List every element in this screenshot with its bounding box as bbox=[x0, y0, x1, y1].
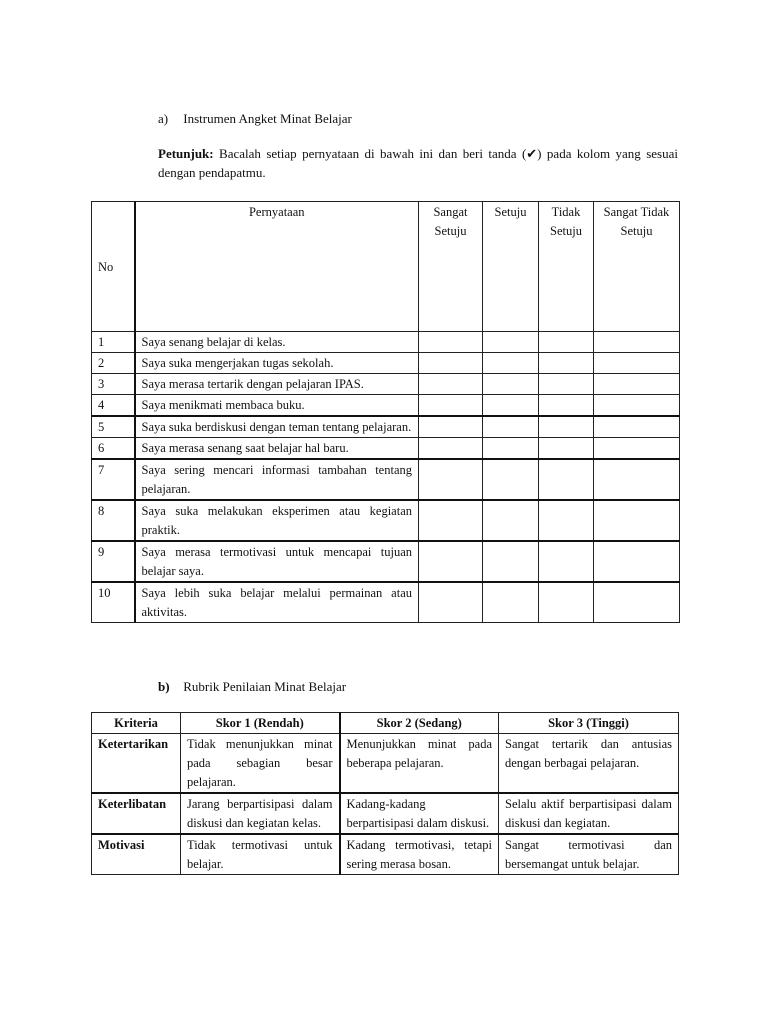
statement-cell: Saya suka berdiskusi dengan teman tentang pelajaran. bbox=[135, 416, 419, 438]
answer-cell-disagree[interactable] bbox=[539, 541, 594, 582]
criteria-cell: Keterlibatan bbox=[92, 793, 181, 834]
answer-cell-strongly-disagree[interactable] bbox=[594, 374, 680, 395]
header-no: No bbox=[92, 202, 135, 332]
header-statement: Pernyataan bbox=[135, 202, 419, 332]
header-agree: Setuju bbox=[483, 202, 539, 332]
section-b-title: Rubrik Penilaian Minat Belajar bbox=[183, 679, 347, 694]
row-number: 5 bbox=[92, 416, 135, 438]
rubric-score2-cell: Kadang-kadang berpartisipasi dalam diskusi. bbox=[340, 793, 499, 834]
answer-cell-agree[interactable] bbox=[483, 582, 539, 623]
survey-row bbox=[92, 459, 680, 500]
answer-cell-strongly-disagree[interactable] bbox=[594, 395, 680, 417]
row-number: 10 bbox=[92, 582, 135, 623]
answer-cell-strongly-agree[interactable] bbox=[419, 353, 483, 374]
header-strongly-agree: Sangat Setuju bbox=[419, 202, 483, 332]
answer-cell-strongly-agree[interactable] bbox=[419, 374, 483, 395]
answer-cell-strongly-agree[interactable] bbox=[419, 541, 483, 582]
rubric-score3-cell: Sangat termotivasi dan bersemangat untuk belajar. bbox=[499, 834, 679, 875]
rubric-score3-cell: Selalu aktif berpartisipasi dalam diskusi dan kegiatan. bbox=[499, 793, 679, 834]
row-number: 2 bbox=[92, 353, 135, 374]
row-number: 1 bbox=[92, 332, 135, 353]
rubric-header-row bbox=[92, 713, 679, 734]
statement-cell: Saya senang belajar di kelas. bbox=[135, 332, 419, 353]
rubric-row bbox=[92, 793, 679, 834]
answer-cell-disagree[interactable] bbox=[539, 438, 594, 460]
survey-row bbox=[92, 374, 680, 395]
row-number: 4 bbox=[92, 395, 135, 417]
answer-cell-agree[interactable] bbox=[483, 438, 539, 460]
statement-cell: Saya merasa senang saat belajar hal baru. bbox=[135, 438, 419, 460]
row-number: 7 bbox=[92, 459, 135, 500]
answer-cell-strongly-disagree[interactable] bbox=[594, 500, 680, 541]
rubric-score3-cell: Sangat tertarik dan antusias dengan berbagai pelajaran. bbox=[499, 734, 679, 794]
header-disagree: Tidak Setuju bbox=[539, 202, 594, 332]
survey-row bbox=[92, 332, 680, 353]
answer-cell-disagree[interactable] bbox=[539, 353, 594, 374]
answer-cell-disagree[interactable] bbox=[539, 395, 594, 417]
answer-cell-disagree[interactable] bbox=[539, 374, 594, 395]
statement-cell: Saya merasa tertarik dengan pelajaran IPAS. bbox=[135, 374, 419, 395]
answer-cell-agree[interactable] bbox=[483, 374, 539, 395]
answer-cell-disagree[interactable] bbox=[539, 500, 594, 541]
survey-row bbox=[92, 500, 680, 541]
rubric-score1-cell: Jarang berpartisipasi dalam diskusi dan kegiatan kelas. bbox=[181, 793, 340, 834]
rubric-row bbox=[92, 834, 679, 875]
rubric-header-score1: Skor 1 (Rendah) bbox=[181, 713, 340, 734]
answer-cell-disagree[interactable] bbox=[539, 332, 594, 353]
survey-header-row bbox=[92, 202, 680, 332]
survey-row bbox=[92, 416, 680, 438]
section-a-marker: a) bbox=[158, 111, 169, 126]
answer-cell-strongly-agree[interactable] bbox=[419, 459, 483, 500]
answer-cell-strongly-agree[interactable] bbox=[419, 395, 483, 417]
survey-row bbox=[92, 541, 680, 582]
section-b-marker: b) bbox=[158, 679, 170, 694]
criteria-cell: Ketertarikan bbox=[92, 734, 181, 794]
answer-cell-strongly-disagree[interactable] bbox=[594, 459, 680, 500]
instruction-text: Bacalah setiap pernyataan di bawah ini dan beri tanda (✔) pada kolom yang sesuai dengan pendapatmu. bbox=[158, 146, 678, 180]
rubric-score1-cell: Tidak termotivasi untuk belajar. bbox=[181, 834, 340, 875]
statement-cell: Saya lebih suka belajar melalui permainan atau aktivitas. bbox=[135, 582, 419, 623]
answer-cell-agree[interactable] bbox=[483, 541, 539, 582]
rubric-score1-cell: Tidak menunjukkan minat pada sebagian besar pelajaran. bbox=[181, 734, 340, 794]
section-a-title: Instrumen Angket Minat Belajar bbox=[183, 111, 352, 126]
criteria-cell: Motivasi bbox=[92, 834, 181, 875]
answer-cell-agree[interactable] bbox=[483, 459, 539, 500]
rubric-header-criteria: Kriteria bbox=[92, 713, 181, 734]
survey-row bbox=[92, 438, 680, 460]
statement-cell: Saya suka mengerjakan tugas sekolah. bbox=[135, 353, 419, 374]
statement-cell: Saya merasa termotivasi untuk mencapai tujuan belajar saya. bbox=[135, 541, 419, 582]
row-number: 6 bbox=[92, 438, 135, 460]
answer-cell-agree[interactable] bbox=[483, 395, 539, 417]
section-b-heading bbox=[158, 678, 346, 696]
answer-cell-strongly-agree[interactable] bbox=[419, 416, 483, 438]
answer-cell-agree[interactable] bbox=[483, 332, 539, 353]
row-number: 9 bbox=[92, 541, 135, 582]
answer-cell-strongly-agree[interactable] bbox=[419, 438, 483, 460]
answer-cell-strongly-disagree[interactable] bbox=[594, 582, 680, 623]
survey-row bbox=[92, 582, 680, 623]
answer-cell-strongly-agree[interactable] bbox=[419, 582, 483, 623]
survey-row bbox=[92, 395, 680, 417]
instruction-paragraph bbox=[158, 144, 678, 182]
answer-cell-disagree[interactable] bbox=[539, 582, 594, 623]
answer-cell-agree[interactable] bbox=[483, 500, 539, 541]
instruction-label: Petunjuk: bbox=[158, 146, 214, 161]
answer-cell-disagree[interactable] bbox=[539, 416, 594, 438]
rubric-header-score3: Skor 3 (Tinggi) bbox=[499, 713, 679, 734]
statement-cell: Saya suka melakukan eksperimen atau kegiatan praktik. bbox=[135, 500, 419, 541]
survey-row bbox=[92, 353, 680, 374]
header-strongly-disagree: Sangat Tidak Setuju bbox=[594, 202, 680, 332]
statement-cell: Saya sering mencari informasi tambahan tentang pelajaran. bbox=[135, 459, 419, 500]
statement-cell: Saya menikmati membaca buku. bbox=[135, 395, 419, 417]
answer-cell-strongly-disagree[interactable] bbox=[594, 541, 680, 582]
answer-cell-strongly-disagree[interactable] bbox=[594, 416, 680, 438]
rubric-row bbox=[92, 734, 679, 794]
row-number: 8 bbox=[92, 500, 135, 541]
rubric-score2-cell: Menunjukkan minat pada beberapa pelajaran. bbox=[340, 734, 499, 794]
answer-cell-strongly-agree[interactable] bbox=[419, 332, 483, 353]
section-a-heading bbox=[158, 110, 352, 128]
answer-cell-agree[interactable] bbox=[483, 416, 539, 438]
rubric-score2-cell: Kadang termotivasi, tetapi sering merasa bosan. bbox=[340, 834, 499, 875]
rubric-body bbox=[92, 734, 679, 875]
answer-cell-strongly-agree[interactable] bbox=[419, 500, 483, 541]
answer-cell-disagree[interactable] bbox=[539, 459, 594, 500]
rubric-header-score2: Skor 2 (Sedang) bbox=[340, 713, 499, 734]
rubric-table bbox=[91, 712, 679, 875]
answer-cell-strongly-disagree[interactable] bbox=[594, 332, 680, 353]
row-number: 3 bbox=[92, 374, 135, 395]
survey-table bbox=[91, 201, 680, 623]
answer-cell-strongly-disagree[interactable] bbox=[594, 438, 680, 460]
answer-cell-agree[interactable] bbox=[483, 353, 539, 374]
survey-body bbox=[92, 332, 680, 623]
answer-cell-strongly-disagree[interactable] bbox=[594, 353, 680, 374]
